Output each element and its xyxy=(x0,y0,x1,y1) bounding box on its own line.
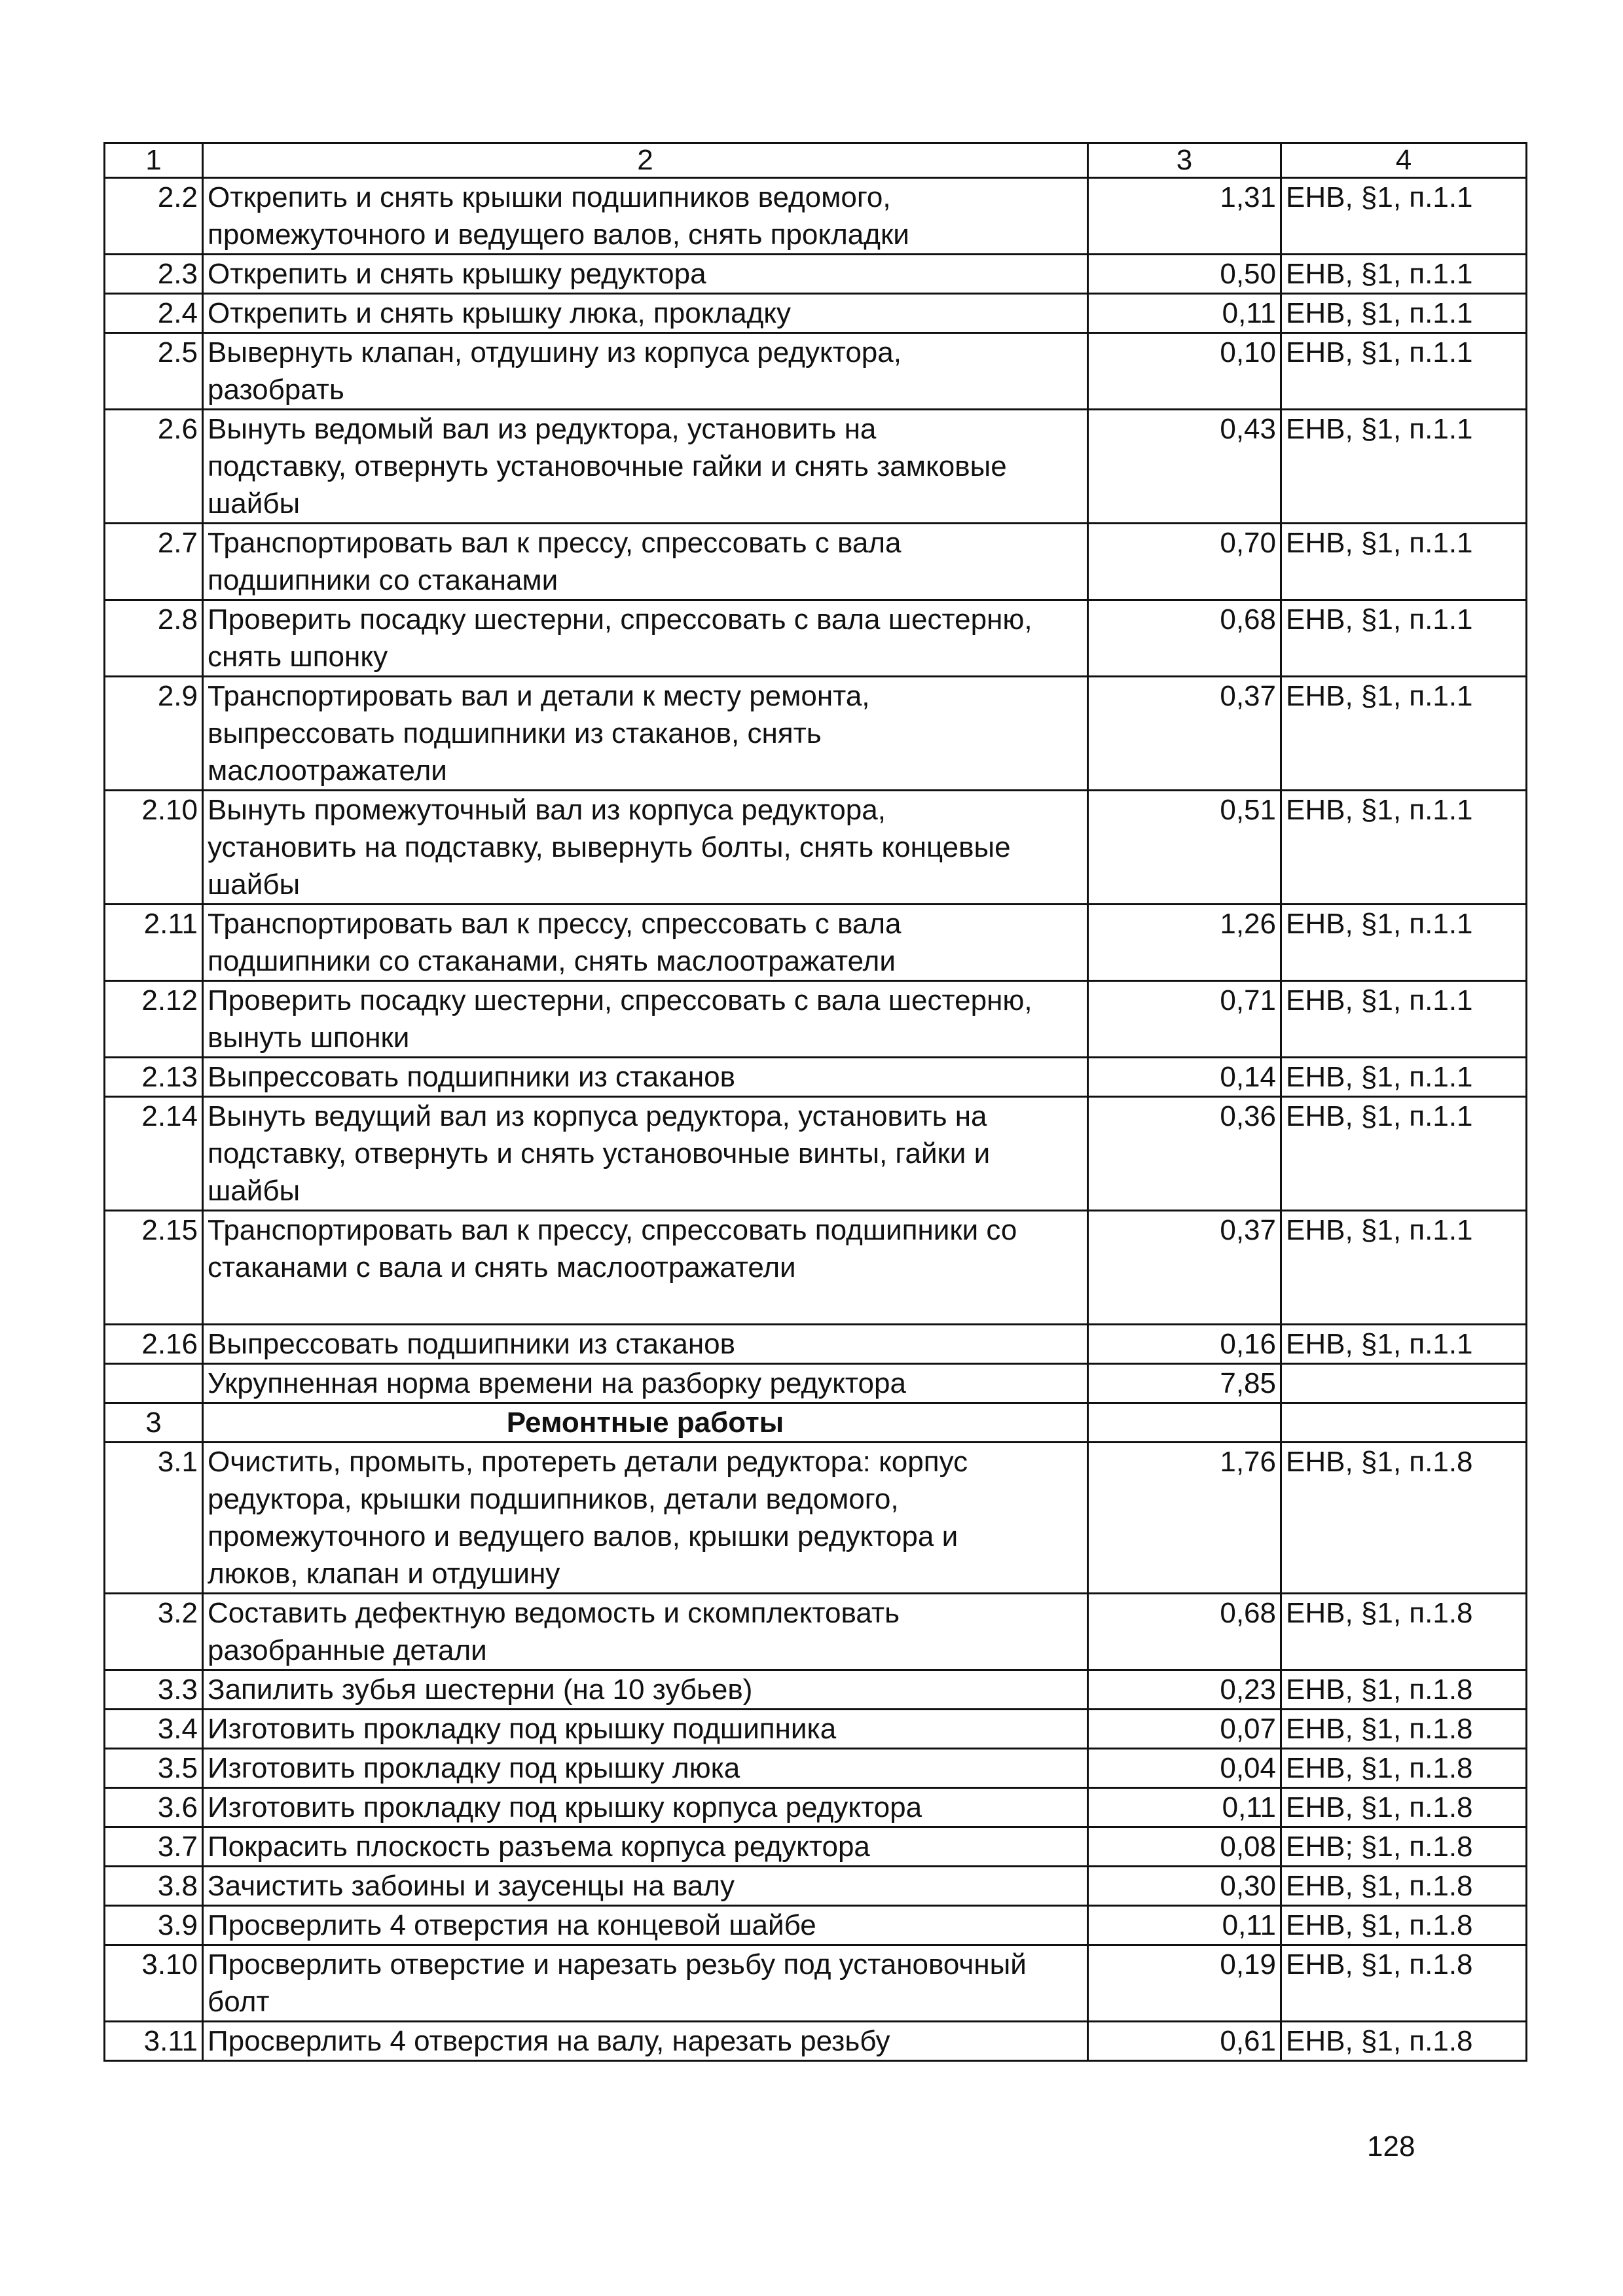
row-description: Запилить зубья шестерни (на 10 зубьев) xyxy=(203,1670,1088,1710)
row-reference: ЕНВ, §1, п.1.1 xyxy=(1281,600,1527,677)
row-norm-value: 0,11 xyxy=(1088,1906,1281,1945)
row-norm-value xyxy=(1088,1403,1281,1443)
row-norm-value: 0,23 xyxy=(1088,1670,1281,1710)
row-reference: ЕНВ, §1, п.1.1 xyxy=(1281,1211,1527,1325)
row-number: 3.11 xyxy=(105,2022,203,2061)
table-row xyxy=(105,1906,1527,1945)
table-row xyxy=(105,1749,1527,1788)
row-description: Составить дефектную ведомость и скомплектовать разобранные детали xyxy=(203,1594,1088,1670)
table-row xyxy=(105,1867,1527,1906)
row-number: 2.9 xyxy=(105,677,203,791)
row-reference: ЕНВ, §1, п.1.1 xyxy=(1281,1097,1527,1211)
row-norm-value: 0,51 xyxy=(1088,791,1281,905)
table-row xyxy=(105,410,1527,524)
row-description: Изготовить прокладку под крышку люка xyxy=(203,1749,1088,1788)
table-row xyxy=(105,1058,1527,1097)
row-norm-value: 0,43 xyxy=(1088,410,1281,524)
row-number: 3.1 xyxy=(105,1443,203,1594)
row-number: 3.4 xyxy=(105,1710,203,1749)
page-number: 128 xyxy=(1367,2130,1415,2162)
header-col-3: 3 xyxy=(1088,143,1281,178)
row-reference: ЕНВ, §1, п.1.1 xyxy=(1281,905,1527,981)
row-norm-value: 0,10 xyxy=(1088,333,1281,410)
row-norm-value: 0,37 xyxy=(1088,677,1281,791)
table-row xyxy=(105,178,1527,255)
row-norm-value: 1,26 xyxy=(1088,905,1281,981)
row-norm-value: 0,61 xyxy=(1088,2022,1281,2061)
row-reference: ЕНВ, §1, п.1.1 xyxy=(1281,294,1527,333)
table-row xyxy=(105,905,1527,981)
row-reference: ЕНВ, §1, п.1.8 xyxy=(1281,2022,1527,2061)
row-number xyxy=(105,1364,203,1403)
row-reference: ЕНВ, §1, п.1.1 xyxy=(1281,178,1527,255)
row-reference: ЕНВ, §1, п.1.8 xyxy=(1281,1867,1527,1906)
row-number: 2.6 xyxy=(105,410,203,524)
row-description: Укрупненная норма времени на разборку редуктора xyxy=(203,1364,1088,1403)
row-norm-value: 0,71 xyxy=(1088,981,1281,1058)
row-description: Вынуть ведомый вал из редуктора, установить на подставку, отвернуть установочные гайки и снять замковые шайбы xyxy=(203,410,1088,524)
row-number: 2.16 xyxy=(105,1325,203,1364)
row-description: Выпрессовать подшипники из стаканов xyxy=(203,1058,1088,1097)
row-reference: ЕНВ, §1, п.1.8 xyxy=(1281,1906,1527,1945)
row-description: Транспортировать вал к прессу, спрессовать с вала подшипники со стаканами, снять маслоотражатели xyxy=(203,905,1088,981)
row-reference: ЕНВ; §1, п.1.8 xyxy=(1281,1827,1527,1867)
row-description: Вынуть промежуточный вал из корпуса редуктора, установить на подставку, вывернуть болты, снять концевые шайбы xyxy=(203,791,1088,905)
row-norm-value: 0,68 xyxy=(1088,600,1281,677)
table-row xyxy=(105,1945,1527,2022)
row-norm-value: 0,07 xyxy=(1088,1710,1281,1749)
row-reference: ЕНВ, §1, п.1.8 xyxy=(1281,1670,1527,1710)
row-reference: ЕНВ, §1, п.1.8 xyxy=(1281,1443,1527,1594)
row-description: Зачистить забоины и заусенцы на валу xyxy=(203,1867,1088,1906)
row-number: 2.8 xyxy=(105,600,203,677)
row-norm-value: 0,50 xyxy=(1088,255,1281,294)
row-norm-value: 0,14 xyxy=(1088,1058,1281,1097)
row-description: Вывернуть клапан, отдушину из корпуса редуктора, разобрать xyxy=(203,333,1088,410)
table-row xyxy=(105,791,1527,905)
row-norm-value: 1,31 xyxy=(1088,178,1281,255)
table-row xyxy=(105,1670,1527,1710)
row-number: 2.11 xyxy=(105,905,203,981)
row-norm-value: 0,70 xyxy=(1088,524,1281,600)
table-row xyxy=(105,677,1527,791)
row-number: 3.8 xyxy=(105,1867,203,1906)
row-reference: ЕНВ, §1, п.1.8 xyxy=(1281,1749,1527,1788)
row-reference: ЕНВ, §1, п.1.1 xyxy=(1281,524,1527,600)
row-norm-value: 1,76 xyxy=(1088,1443,1281,1594)
row-number: 2.10 xyxy=(105,791,203,905)
row-number: 3.9 xyxy=(105,1906,203,1945)
table-row xyxy=(105,333,1527,410)
row-number: 3.7 xyxy=(105,1827,203,1867)
table-row xyxy=(105,600,1527,677)
row-number: 3.2 xyxy=(105,1594,203,1670)
row-norm-value: 0,19 xyxy=(1088,1945,1281,2022)
section-row xyxy=(105,1403,1527,1443)
table-row xyxy=(105,1710,1527,1749)
row-description: Изготовить прокладку под крышку подшипника xyxy=(203,1710,1088,1749)
header-col-2: 2 xyxy=(203,143,1088,178)
row-number: 2.2 xyxy=(105,178,203,255)
table-row xyxy=(105,255,1527,294)
row-norm-value: 0,04 xyxy=(1088,1749,1281,1788)
table-row xyxy=(105,1211,1527,1325)
row-reference: ЕНВ, §1, п.1.8 xyxy=(1281,1788,1527,1827)
row-description: Ремонтные работы xyxy=(203,1403,1088,1443)
table-row xyxy=(105,1827,1527,1867)
table-row xyxy=(105,1364,1527,1403)
row-description: Очистить, промыть, протереть детали редуктора: корпус редуктора, крышки подшипников, детали ведомого, промежуточного и ведущего валов, крышки редуктора и люков, клапан и отдушину xyxy=(203,1443,1088,1594)
row-description: Проверить посадку шестерни, спрессовать с вала шестерню, снять шпонку xyxy=(203,600,1088,677)
header-col-1: 1 xyxy=(105,143,203,178)
row-reference: ЕНВ, §1, п.1.1 xyxy=(1281,791,1527,905)
row-norm-value: 0,16 xyxy=(1088,1325,1281,1364)
row-number: 2.3 xyxy=(105,255,203,294)
row-number: 3.6 xyxy=(105,1788,203,1827)
table-row xyxy=(105,1097,1527,1211)
row-number: 2.7 xyxy=(105,524,203,600)
row-norm-value: 0,11 xyxy=(1088,1788,1281,1827)
row-number: 2.4 xyxy=(105,294,203,333)
row-reference: ЕНВ, §1, п.1.1 xyxy=(1281,677,1527,791)
row-number: 3.5 xyxy=(105,1749,203,1788)
table-row xyxy=(105,981,1527,1058)
row-reference xyxy=(1281,1364,1527,1403)
row-number: 2.5 xyxy=(105,333,203,410)
table-header-row xyxy=(105,143,1527,178)
row-description: Вынуть ведущий вал из корпуса редуктора, установить на подставку, отвернуть и снять установочные винты, гайки и шайбы xyxy=(203,1097,1088,1211)
row-norm-value: 0,68 xyxy=(1088,1594,1281,1670)
row-description: Открепить и снять крышку люка, прокладку xyxy=(203,294,1088,333)
row-description: Транспортировать вал к прессу, спрессовать подшипники со стаканами с вала и снять маслоотражатели xyxy=(203,1211,1088,1325)
row-reference: ЕНВ, §1, п.1.8 xyxy=(1281,1945,1527,2022)
row-reference: ЕНВ, §1, п.1.1 xyxy=(1281,255,1527,294)
row-reference: ЕНВ, §1, п.1.8 xyxy=(1281,1594,1527,1670)
table-row xyxy=(105,1594,1527,1670)
row-number: 3 xyxy=(105,1403,203,1443)
row-number: 2.12 xyxy=(105,981,203,1058)
row-description: Открепить и снять крышку редуктора xyxy=(203,255,1088,294)
row-description: Просверлить 4 отверстия на валу, нарезать резьбу xyxy=(203,2022,1088,2061)
row-reference xyxy=(1281,1403,1527,1443)
row-number: 2.14 xyxy=(105,1097,203,1211)
row-reference: ЕНВ, §1, п.1.8 xyxy=(1281,1710,1527,1749)
row-description: Изготовить прокладку под крышку корпуса редуктора xyxy=(203,1788,1088,1827)
table-row xyxy=(105,1443,1527,1594)
table-row xyxy=(105,2022,1527,2061)
row-norm-value: 0,30 xyxy=(1088,1867,1281,1906)
row-reference: ЕНВ, §1, п.1.1 xyxy=(1281,981,1527,1058)
header-col-4: 4 xyxy=(1281,143,1527,178)
row-description: Выпрессовать подшипники из стаканов xyxy=(203,1325,1088,1364)
row-description: Транспортировать вал и детали к месту ремонта, выпрессовать подшипники из стаканов, снять маслоотражатели xyxy=(203,677,1088,791)
row-number: 3.3 xyxy=(105,1670,203,1710)
row-description: Покрасить плоскость разъема корпуса редуктора xyxy=(203,1827,1088,1867)
row-reference: ЕНВ, §1, п.1.1 xyxy=(1281,1058,1527,1097)
row-description: Просверлить 4 отверстия на концевой шайбе xyxy=(203,1906,1088,1945)
table-row xyxy=(105,294,1527,333)
row-norm-value: 0,08 xyxy=(1088,1827,1281,1867)
row-reference: ЕНВ, §1, п.1.1 xyxy=(1281,1325,1527,1364)
row-description: Проверить посадку шестерни, спрессовать с вала шестерню, вынуть шпонки xyxy=(203,981,1088,1058)
row-description: Просверлить отверстие и нарезать резьбу под установочный болт xyxy=(203,1945,1088,2022)
row-norm-value: 0,36 xyxy=(1088,1097,1281,1211)
table-row xyxy=(105,1788,1527,1827)
row-norm-value: 0,11 xyxy=(1088,294,1281,333)
row-description: Транспортировать вал к прессу, спрессовать с вала подшипники со стаканами xyxy=(203,524,1088,600)
row-number: 3.10 xyxy=(105,1945,203,2022)
row-norm-value: 7,85 xyxy=(1088,1364,1281,1403)
row-description: Открепить и снять крышки подшипников ведомого, промежуточного и ведущего валов, снять прокладки xyxy=(203,178,1088,255)
row-number: 2.15 xyxy=(105,1211,203,1325)
row-norm-value: 0,37 xyxy=(1088,1211,1281,1325)
row-reference: ЕНВ, §1, п.1.1 xyxy=(1281,333,1527,410)
table-row xyxy=(105,1325,1527,1364)
row-number: 2.13 xyxy=(105,1058,203,1097)
row-reference: ЕНВ, §1, п.1.1 xyxy=(1281,410,1527,524)
table-row xyxy=(105,524,1527,600)
work-norms-table xyxy=(103,142,1527,2062)
